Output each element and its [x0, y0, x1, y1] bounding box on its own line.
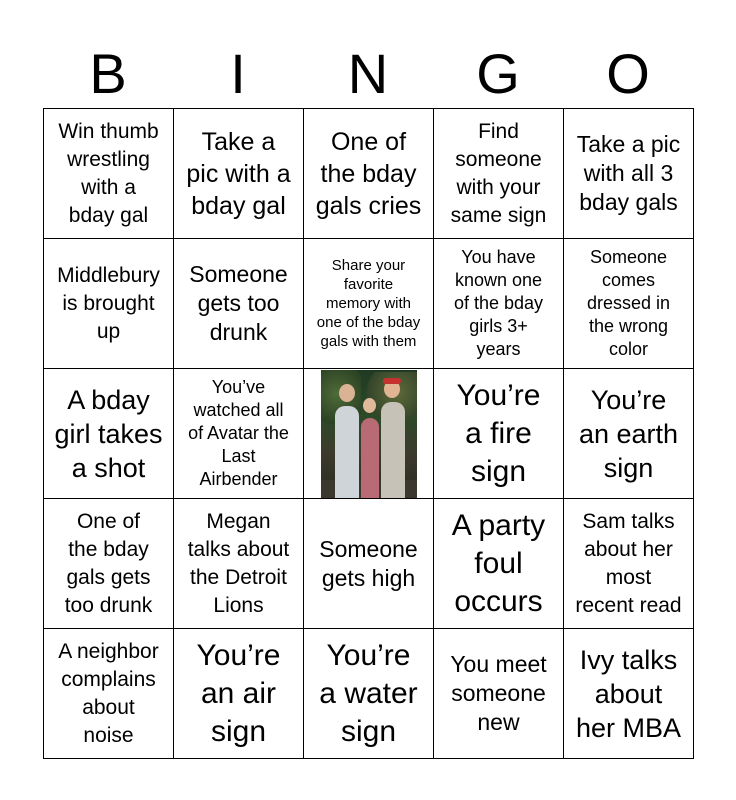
- bingo-cell-r1-c1[interactable]: [44, 109, 174, 239]
- group-photo-image: [321, 370, 417, 498]
- bingo-board: [43, 108, 694, 759]
- cell-text: Win thumb wrestling with a bday gal: [58, 119, 159, 227]
- cell-text: One of the bday gals gets too drunk: [64, 509, 153, 617]
- bingo-cell-r5-c5[interactable]: [564, 629, 694, 759]
- header-letter-i: I: [230, 42, 246, 105]
- cell-text: Someone gets too drunk: [189, 261, 288, 345]
- bingo-cell-r4-c2[interactable]: [174, 499, 304, 629]
- bingo-cell-r5-c4[interactable]: [434, 629, 564, 759]
- cell-text: A party foul occurs: [451, 508, 546, 618]
- bingo-cell-r4-c3[interactable]: [304, 499, 434, 629]
- bingo-cell-r3-c2[interactable]: [174, 369, 304, 499]
- bingo-cell-r3-c1[interactable]: [44, 369, 174, 499]
- bingo-cell-r3-c5[interactable]: [564, 369, 694, 499]
- cell-text: You’re an air sign: [196, 638, 281, 748]
- cell-text: Middlebury is brought up: [57, 263, 160, 343]
- cell-text: Find someone with your same sign: [450, 119, 547, 227]
- cell-text: You’ve watched all of Avatar the Last Airbender: [188, 377, 289, 489]
- cell-text: You’re an earth sign: [578, 384, 679, 483]
- cell-text: Someone gets high: [319, 535, 418, 591]
- bingo-cell-r4-c1[interactable]: [44, 499, 174, 629]
- bingo-cell-r1-c5[interactable]: [564, 109, 694, 239]
- cell-text: Share your favorite memory with one of the bday gals with them: [316, 257, 421, 350]
- bingo-cell-r5-c2[interactable]: [174, 629, 304, 759]
- bingo-header: [43, 40, 693, 108]
- bingo-cell-r1-c3[interactable]: [304, 109, 434, 239]
- header-letter-o: O: [606, 42, 650, 105]
- cell-text: One of the bday gals cries: [315, 127, 422, 220]
- cell-text: A bday girl takes a shot: [54, 384, 163, 483]
- bingo-cell-r2-c5[interactable]: [564, 239, 694, 369]
- bingo-cell-r1-c2[interactable]: [174, 109, 304, 239]
- cell-text: You’re a water sign: [319, 638, 418, 748]
- bingo-cell-r5-c1[interactable]: [44, 629, 174, 759]
- header-letter-n: N: [347, 42, 389, 105]
- bingo-cell-r4-c5[interactable]: [564, 499, 694, 629]
- cell-text: A neighbor complains about noise: [58, 639, 159, 747]
- bingo-cell-r1-c4[interactable]: [434, 109, 564, 239]
- cell-text: Ivy talks about her MBA: [575, 644, 682, 743]
- cell-text: You meet someone new: [450, 651, 547, 735]
- bingo-cell-r2-c4[interactable]: [434, 239, 564, 369]
- cell-text: Sam talks about her most recent read: [575, 509, 682, 617]
- header-letter-g: G: [476, 42, 520, 105]
- cell-text: Take a pic with all 3 bday gals: [576, 131, 681, 215]
- header-letter-b: B: [89, 42, 127, 105]
- bingo-cell-r4-c4[interactable]: [434, 499, 564, 629]
- cell-text: Megan talks about the Detroit Lions: [187, 509, 290, 617]
- bingo-cell-r2-c2[interactable]: [174, 239, 304, 369]
- cell-text: You’re a fire sign: [456, 378, 541, 488]
- bingo-cell-r5-c3[interactable]: [304, 629, 434, 759]
- bingo-cell-r3-c4[interactable]: [434, 369, 564, 499]
- bingo-free-space[interactable]: [304, 369, 434, 499]
- bingo-cell-r2-c1[interactable]: [44, 239, 174, 369]
- cell-text: You have known one of the bday girls 3+ years: [453, 247, 544, 359]
- cell-text: Take a pic with a bday gal: [186, 127, 291, 220]
- bingo-cell-r2-c3[interactable]: [304, 239, 434, 369]
- cell-text: Someone comes dressed in the wrong color: [586, 247, 671, 359]
